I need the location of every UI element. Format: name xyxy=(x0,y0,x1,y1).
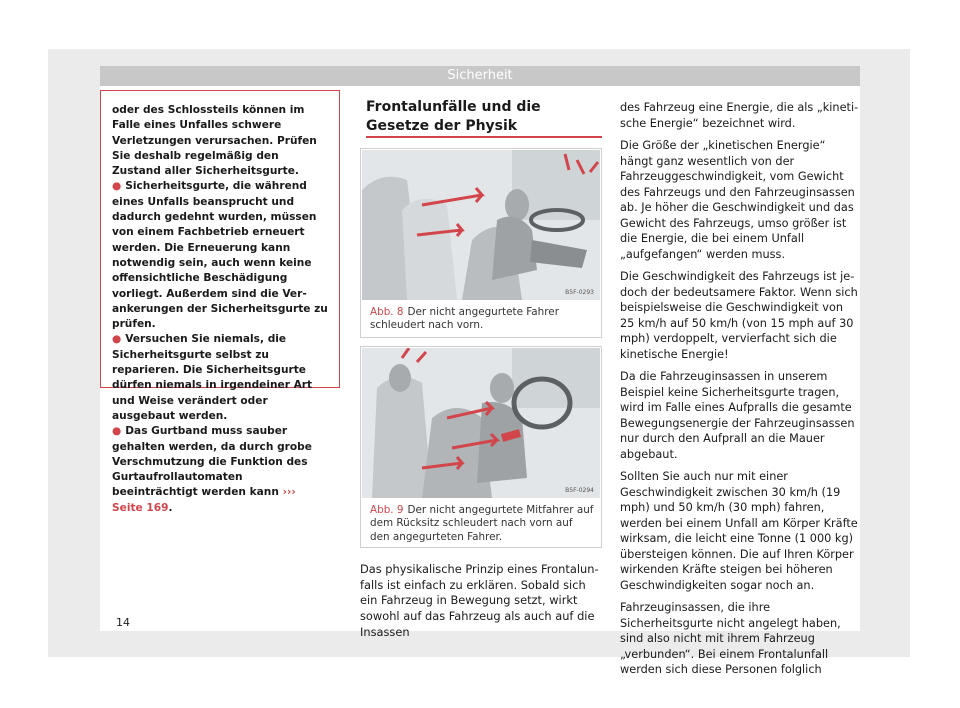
page-header: Sicherheit xyxy=(100,66,860,86)
caption-text: Der nicht angegurtete Fahrer schleudert nach vorn. xyxy=(370,306,559,332)
section-title: Frontalunfälle und die Gesetze der Physik xyxy=(366,99,541,134)
title-divider xyxy=(366,136,602,138)
paragraph: Die Größe der „kinetischen Energie“ hängt ganz wesentlich von der Fahrzeuggeschwindigkeit, vom Gewicht des Fahrzeugs und den Fahrzeuginsassen ab. Je höher die Geschwindigkeit und das Gewicht des Fahrzeugs, umso größer ist die Energie, die bei einem Unfall „aufgefangen“ werden muss. xyxy=(620,139,855,261)
figure-9 xyxy=(360,346,602,548)
bullet-icon: ● xyxy=(112,425,122,438)
rear-passenger-illustration xyxy=(362,348,600,498)
link-end: . xyxy=(168,501,173,514)
paragraph: Fahrzeuginsassen, die ihre Sicherheitsgurte nicht angelegt haben, sind also nicht mit ihrem Fahrzeug „verbunden“. Bei einem Frontalunfall werden sich diese Personen folglich xyxy=(620,601,841,676)
figure-9-image xyxy=(362,348,600,498)
figure-code: B5F-0294 xyxy=(565,487,594,494)
warning-bullet-2 xyxy=(112,332,329,424)
warning-intro: oder des Schlossteils können im Falle eines Unfalles schwere Verletzungen verursachen. Prüfen Sie deshalb regelmäßig den Zustand aller Sicherheitsgurte. xyxy=(112,104,317,178)
driver-illustration xyxy=(362,150,600,300)
paragraph: des Fahrzeug eine Energie, die als „kinetische Energie“ bezeichnet wird. xyxy=(620,101,859,130)
page-number: 14 xyxy=(116,616,130,629)
figure-8-image xyxy=(362,150,600,300)
bullet-icon: ● xyxy=(112,333,122,346)
warning-bullet-1 xyxy=(112,179,329,332)
paragraph: Sollten Sie auch nur mit einer Geschwindigkeit zwischen 30 km/h (19 mph) und 50 km/h (30 mph) fahren, werden bei einem Unfall am Körper Kräfte wirksam, die leicht eine Tonne (1 000 kg) übersteigen können. Die auf Ihren Körper wirkenden Kräfte steigen bei höheren Geschwindigkeiten sogar noch an. xyxy=(620,470,858,592)
figure-label: Abb. 9 xyxy=(370,504,404,516)
bullet-icon: ● xyxy=(112,180,122,193)
warning-bullet-3 xyxy=(112,424,329,516)
paragraph: Da die Fahrzeuginsassen in unserem Beispiel keine Sicherheitsgurte tragen, wird im Falle eines Aufpralls die gesamte Bewegungsenergie der Fahrzeuginsassen nur durch den Aufprall an die Mauer abgebaut. xyxy=(620,370,855,461)
figure-8 xyxy=(360,148,602,338)
figure-label: Abb. 8 xyxy=(370,306,404,318)
caption-text: Der nicht angegurtete Mitfahrer auf dem Rücksitz schleudert nach vorn auf den angegurteten Fahrer. xyxy=(370,504,594,543)
link-text: Seite 169 xyxy=(112,501,169,514)
link-arrows-icon: ››› xyxy=(282,486,296,499)
figure-9-caption xyxy=(370,504,595,544)
figure-8-caption xyxy=(370,306,595,333)
warning-box xyxy=(100,90,340,514)
warning-bullet-2-text: Versuchen Sie niemals, die Sicherheitsgurte selbst zu reparieren. Die Sicherheitsgurte dürfen niemals in irgendeiner Art und Weise verändert oder ausgebaut werden. xyxy=(112,333,313,422)
paragraph: Die Geschwindigkeit des Fahrzeugs ist jedoch der bedeutsamere Faktor. Wenn sich beispielsweise die Geschwindigkeit von 25 km/h auf 50 km/h (von 15 mph auf 30 mph) verdoppelt, vervierfacht sich die kinetische Energie! xyxy=(620,270,858,361)
body-text-right xyxy=(620,100,860,685)
warning-bullet-3-text: Das Gurtband muss sauber gehalten werden, da durch grobe Verschmutzung die Funktion des Gurtaufrollautomaten beeinträchtigt werden kann xyxy=(112,425,312,499)
body-text-middle: Das physikalische Prinzip eines Frontalunfalls ist einfach zu erklären. Sobald sich ein Fahrzeug in Bewegung setzt, wirkt sowohl auf das Fahrzeug als auch auf die Insassen xyxy=(360,562,599,639)
figure-code: B5F-0293 xyxy=(565,289,594,296)
warning-bullet-1-text: Sicherheitsgurte, die während eines Unfalls beansprucht und dadurch gedehnt wurden, müssen von einem Fachbetrieb erneuert werden. Die Erneuerung kann notwendig sein, auch wenn keine offensichtliche Beschädigung vorliegt. Außerdem sind die Verankerungen der Sicherheitsgurte zu prüfen. xyxy=(112,180,328,331)
